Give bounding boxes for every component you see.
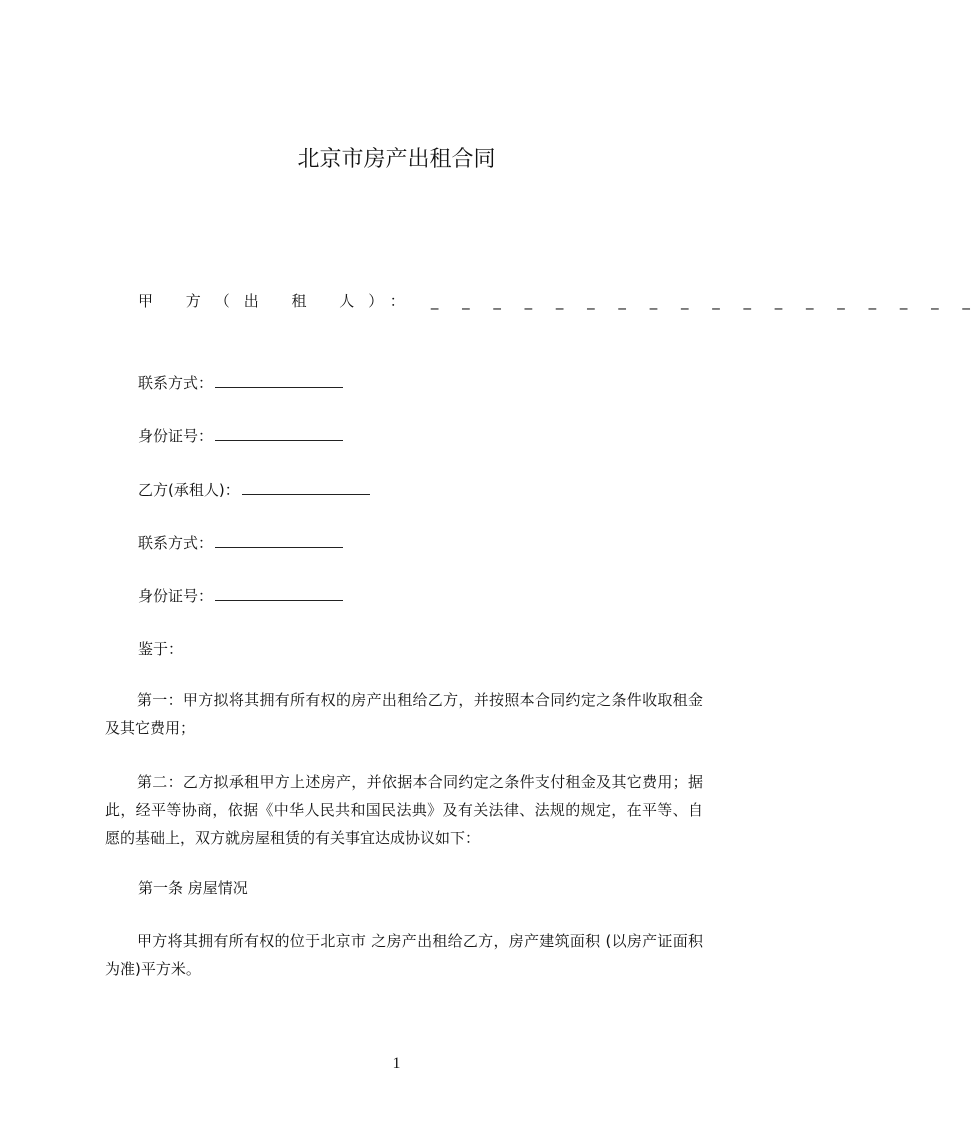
clause-second: 第二：乙方拟承租甲方上述房产，并依据本合同约定之条件支付租金及其它费用；据此，经平等协商，依据《中华人民共和国民法典》及有关法律、法规的规定，在平等、自愿的基础上，双方就房屋租赁的有关事宜达成协议如下： bbox=[105, 773, 703, 847]
whereas-label: 鉴于： bbox=[138, 640, 184, 658]
party-b-contact-label: 联系方式： bbox=[138, 534, 214, 552]
article-one-text: 甲方将其拥有所有权的位于北京市 之房产出租给乙方，房产建筑面积 (以房产证面积为准)平方米。 bbox=[105, 932, 703, 978]
party-a-contact-field bbox=[138, 372, 343, 393]
page-number: 1 bbox=[392, 1055, 401, 1072]
party-b-contact-field bbox=[138, 532, 343, 553]
article-one-heading: 第一条 房屋情况 bbox=[138, 879, 248, 897]
party-a-id-field bbox=[138, 425, 343, 446]
party-b-field bbox=[138, 479, 370, 500]
party-a-line bbox=[138, 290, 979, 311]
document-title: 北京市房产出租合同 bbox=[297, 147, 496, 172]
party-a-contact-label: 联系方式： bbox=[138, 374, 214, 392]
party-a-label: 甲 方（出 租 人）： bbox=[138, 292, 419, 310]
party-a-id-label: 身份证号： bbox=[138, 427, 214, 445]
clause-first: 第一：甲方拟将其拥有所有权的房产出租给乙方，并按照本合同约定之条件收取租金及其它费用； bbox=[105, 691, 703, 737]
party-b-blank bbox=[242, 480, 370, 495]
party-b-contact-blank bbox=[215, 533, 343, 548]
party-a-blank: _ _ _ _ _ _ _ _ _ _ _ _ _ _ _ _ _ _ bbox=[430, 292, 979, 310]
party-b-id-blank bbox=[215, 586, 343, 601]
party-b-id-label: 身份证号： bbox=[138, 587, 214, 605]
party-b-label: 乙方(承租人)： bbox=[138, 481, 240, 499]
party-b-id-field bbox=[138, 585, 343, 606]
party-a-contact-blank bbox=[215, 373, 343, 388]
party-a-id-blank bbox=[215, 426, 343, 441]
